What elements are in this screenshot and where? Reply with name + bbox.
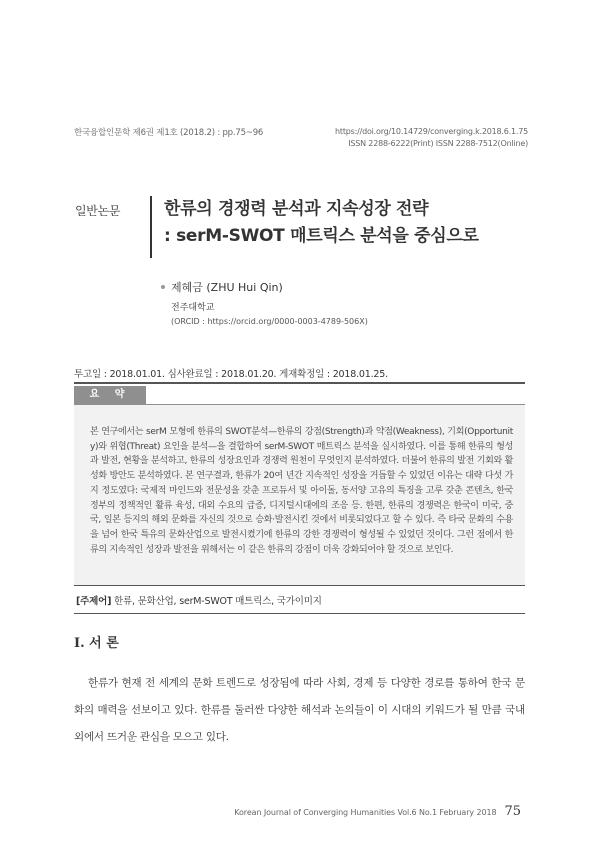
journal-citation: 한국융합인문학 제6권 제1호 (2018.2) : pp.75~96 [74, 128, 264, 138]
page-footer [234, 804, 521, 819]
keywords-label: [주제어] [76, 596, 112, 607]
abstract-text: 본 연구에서는 serM 모형에 한류의 SWOT분석—한류의 강점(Strength)과 약점(Weakness), 기회(Opportunity)와 위협(Threat) 요인을 분석—을 결합하여 serM-SWOT 매트릭스 분석을 실시하였다. 이를 통해 한류의 형성과 발전, 현황을 분석하고, 한류의 성장요인과 경쟁력 원천이 무엇인지 분석하였다. 더불어 한류의 발전 기회와 활성화 방안도 분석하였다. 본 연구결과, 한류가 20여 년간 지속적인 성장을 거듭할 수 있었던 이유는 대략 다섯 가지 정도였다: 국제적 마인드와 전문성을 갖춘 프로듀서 및 아이돌, 동서양 고유의 특징을 고루 갖춘 콘텐츠, 한국정부의 정책적인 활류 육성, 대외 수요의 급증, 디지털시대에의 조응 등. 한편, 한류의 경쟁력은 한국이 미국, 중국, 일본 등지의 해외 문화를 자신의 것으로 승화·발전시킨 것에서 비롯되었다고 할 수 있다. 즉 타국 문화의 수용을 넘어 한국 특유의 문화산업으로 발전시켰기에 한류의 강한 경쟁력이 형성될 수 있었던 것이다. 그런 점에서 한류의 지속적인 성장과 발전을 위해서는 이 같은 한류의 강점이 더욱 강화되어야 할 것으로 보인다. [90, 427, 513, 555]
section-body: 한류가 현재 전 세계의 문화 트렌드로 성장됨에 따라 사회, 경제 등 다양한 경로를 통하여 한국 문화의 매력을 선보이고 있다. 한류를 둘러싼 다양한 해석과 논의들이 이 시대의 키워드가 될 만큼 국내외에서 뜨거운 관심을 모으고 있다. [74, 677, 525, 743]
title-subtitle: : serM-SWOT 매트릭스 분석을 중심으로 [164, 226, 479, 246]
section-heading: I. 서 론 [74, 636, 119, 651]
author-block [161, 279, 368, 326]
abstract-top-rule [74, 382, 525, 384]
author-name-row [161, 279, 368, 295]
title-divider [150, 196, 152, 258]
submission-dates: 투고일 : 2018.01.01. 심사완료일 : 2018.01.20. 게재확정일 : 2018.01.25. [74, 369, 388, 380]
page-number: 75 [504, 804, 521, 819]
keywords-text: 한류, 문화산업, serM-SWOT 매트릭스, 국가이미지 [114, 596, 322, 607]
article-title [164, 196, 479, 250]
keywords [76, 593, 322, 607]
author-orcid[interactable]: (ORCID : https://orcid.org/0000-0003-4789-506X) [171, 317, 368, 326]
keywords-rule [74, 613, 525, 614]
author-name: 제혜금 (ZHU Hui Qin) [171, 281, 283, 294]
doi-issn-block [335, 126, 528, 150]
article-category: 일반논문 [75, 204, 121, 218]
abstract-label: 요 약 [74, 386, 146, 404]
issn-text: ISSN 2288-6222(Print) ISSN 2288-7512(Online) [348, 139, 528, 148]
bullet-icon [161, 285, 165, 289]
author-affiliation: 전주대학교 [171, 303, 215, 313]
title-main: 한류의 경쟁력 분석과 지속성장 전략 [164, 199, 429, 219]
abstract-bottom-rule [74, 585, 525, 586]
doi-link[interactable]: https://doi.org/10.14729/converging.k.2018.6.1.75 [335, 127, 528, 136]
footer-journal: Korean Journal of Converging Humanities Vol.6 No.1 February 2018 [234, 808, 497, 817]
